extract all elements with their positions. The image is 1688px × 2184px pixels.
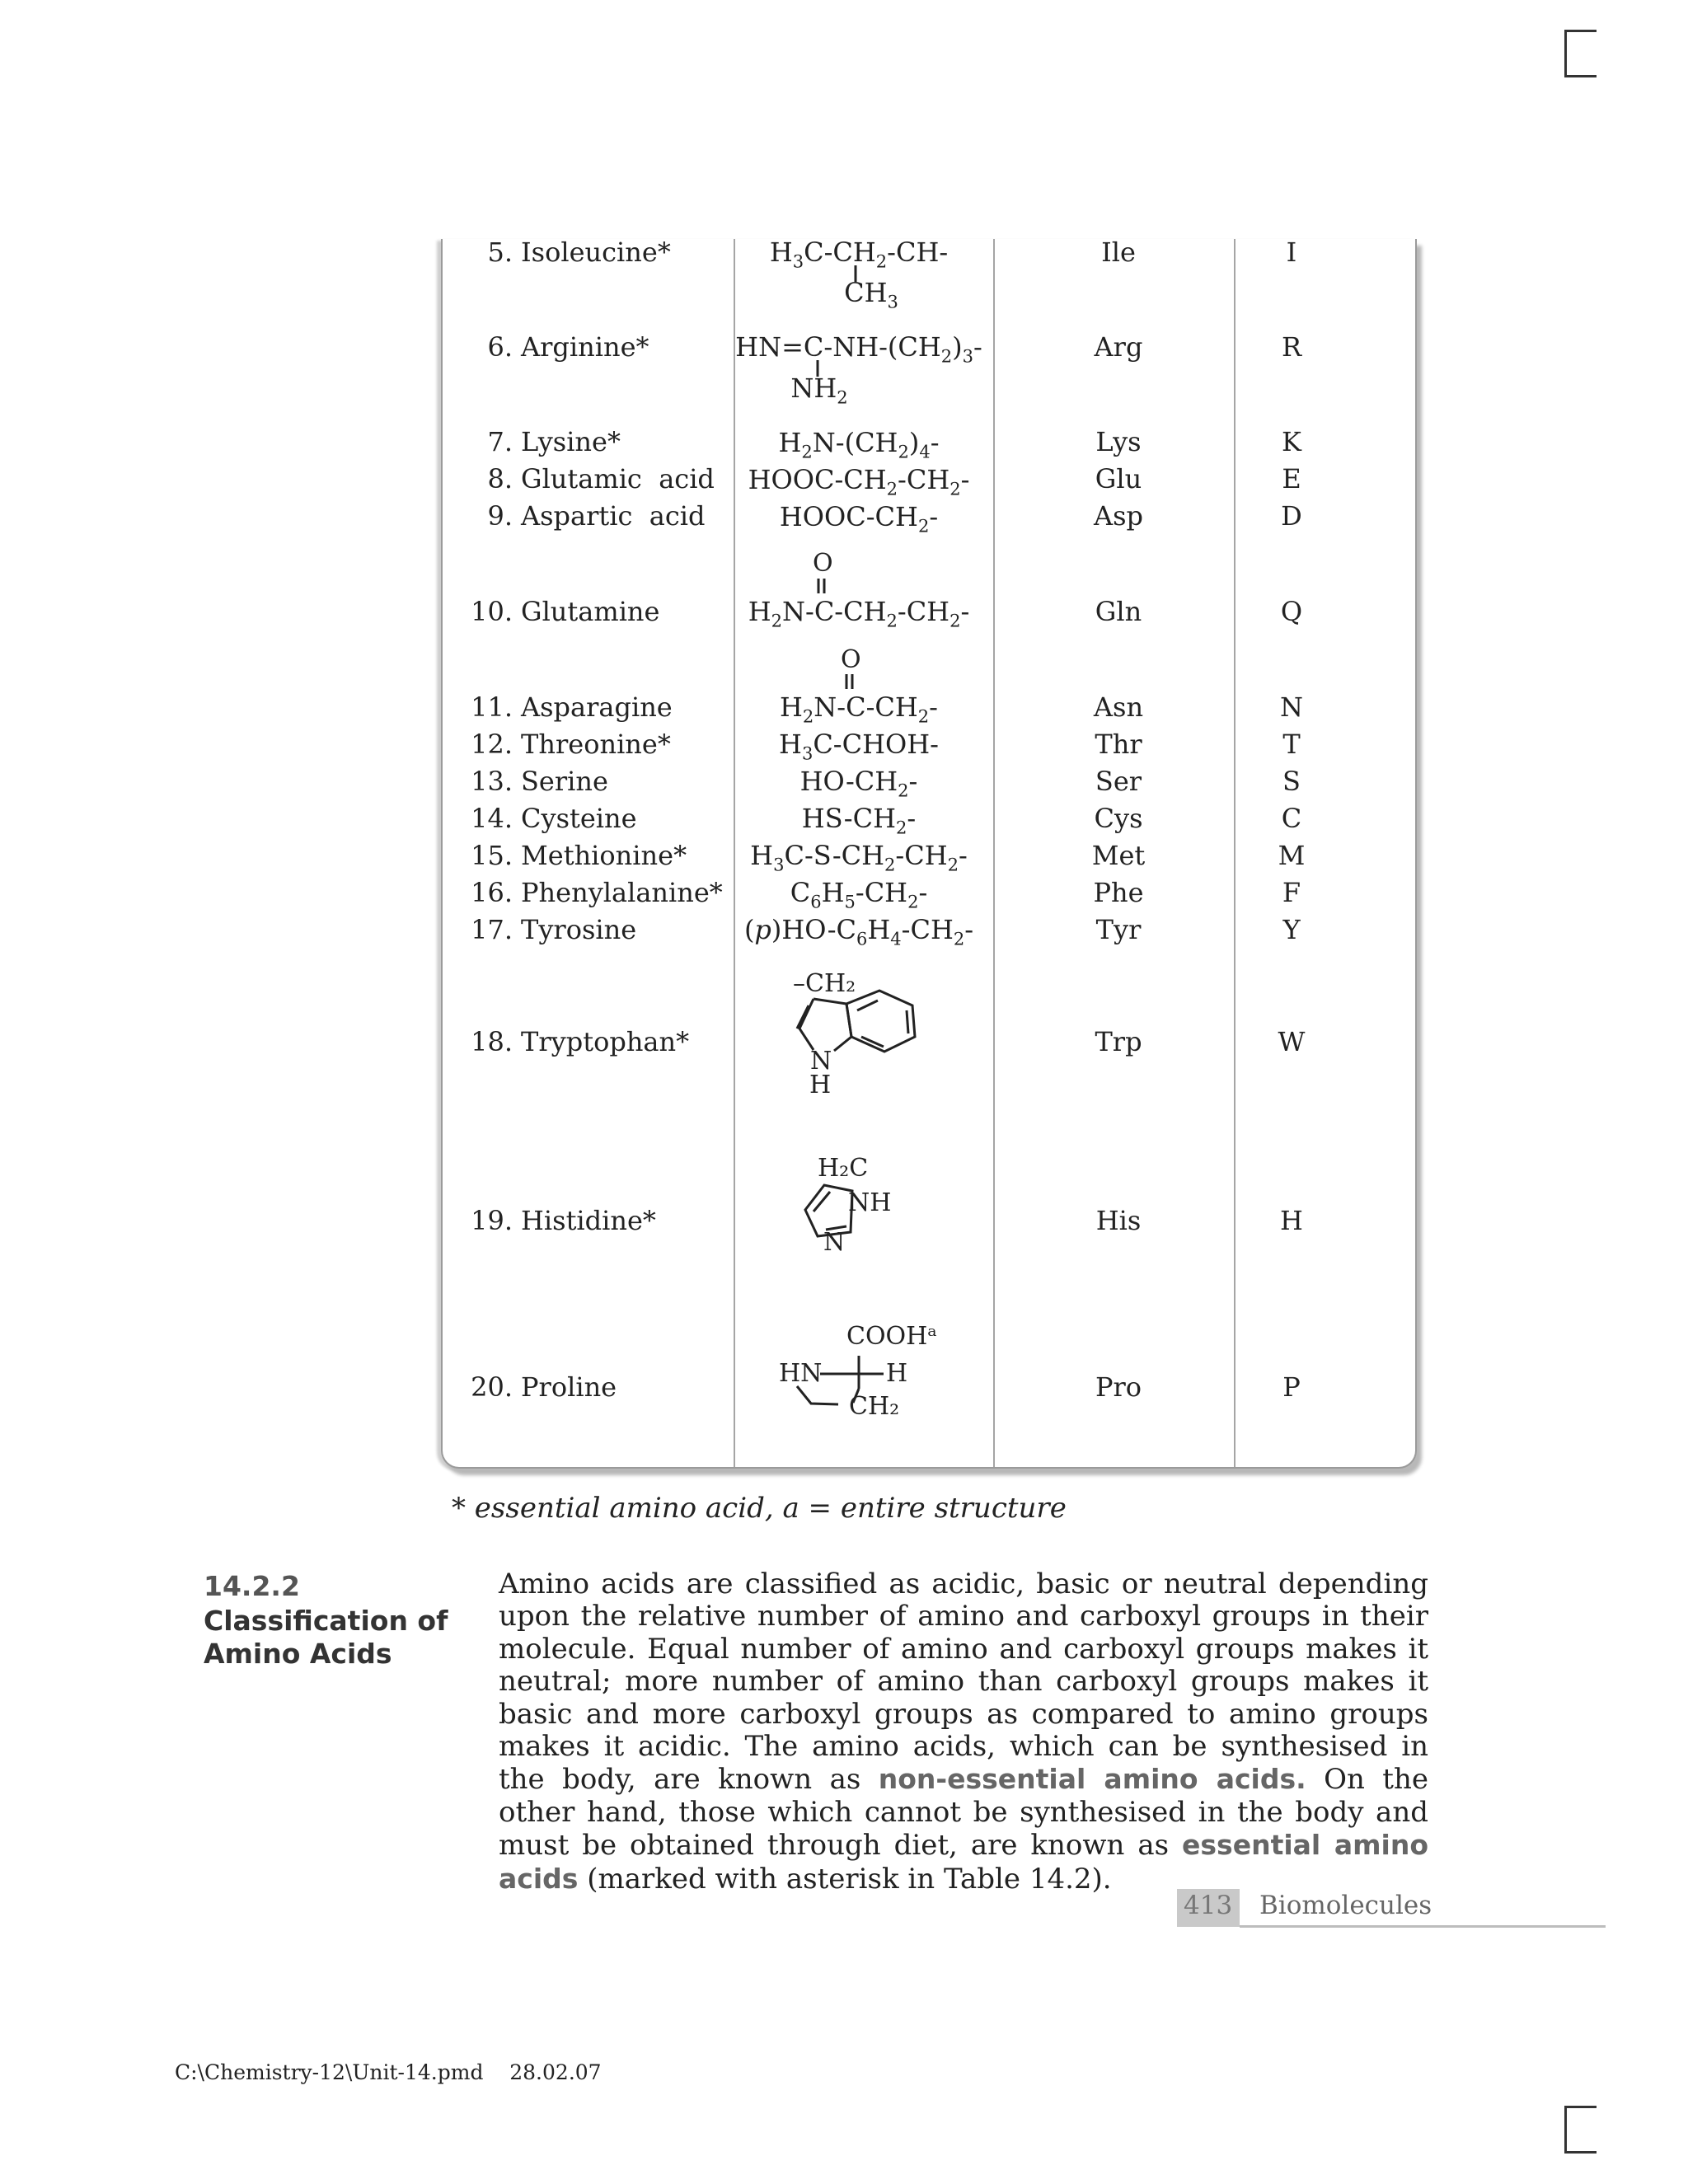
structure-threonine: $H_3C-CHOH-$ [779, 729, 939, 764]
row-number: 17. [471, 914, 513, 945]
three-letter-code: Met [1091, 840, 1146, 871]
row-number: 13. [471, 766, 513, 797]
table-row [443, 1367, 1415, 1407]
structure-proline-h: H [886, 1359, 908, 1388]
one-letter-code: C [1281, 803, 1302, 834]
row-number: 19. [471, 1205, 513, 1236]
section-number: 14.2.2 [204, 1570, 300, 1602]
amino-acid-name: Proline [521, 1371, 617, 1403]
row-number: 20. [471, 1371, 513, 1403]
row-number: 9. [487, 500, 513, 532]
three-letter-code: His [1095, 1205, 1142, 1236]
term-non-essential: non-essential amino acids. [878, 1763, 1306, 1796]
amino-acid-name: Methionine* [521, 840, 687, 871]
one-letter-code: S [1282, 766, 1301, 797]
row-number: 12. [471, 729, 513, 760]
amino-acid-name: Tryptophan* [521, 1026, 690, 1057]
one-letter-code: P [1282, 1371, 1301, 1403]
row-number: 15. [471, 840, 513, 871]
amino-acid-name: Histidine* [521, 1205, 656, 1236]
structure-histidine-nh: NH [848, 1188, 892, 1217]
amino-acid-table [441, 239, 1417, 1469]
table-footnote: * essential amino acid, a = entire structure [452, 1492, 1067, 1525]
three-letter-code: Cys [1094, 803, 1143, 834]
structure-glutamine-oxygen: O [813, 549, 833, 578]
file-path-label: C:\Chemistry-12\Unit-14.pmd 28.02.07 [175, 2060, 602, 2084]
three-letter-code: Arg [1094, 331, 1143, 363]
amino-acid-name: Serine [521, 766, 608, 797]
row-number: 16. [471, 877, 513, 908]
amino-acid-name: Arginine* [521, 331, 649, 363]
row-number: 5. [487, 237, 513, 268]
three-letter-code: Asp [1093, 500, 1143, 532]
table-row [443, 1022, 1415, 1062]
structure-asparagine-oxygen: O [841, 645, 861, 674]
three-letter-code: Phe [1093, 877, 1144, 908]
three-letter-code: Glu [1095, 463, 1142, 494]
amino-acid-name: Aspartic acid [521, 500, 706, 532]
structure-proline-hn: HN [779, 1359, 823, 1388]
row-number: 8. [487, 463, 513, 494]
row-number: 11. [471, 691, 513, 723]
body-paragraph [499, 1568, 1428, 1896]
page-number: 413 [1184, 1891, 1233, 1920]
three-letter-code: Gln [1095, 596, 1142, 627]
one-letter-code: Y [1282, 914, 1301, 945]
one-letter-code: F [1282, 877, 1301, 908]
structure-glutamic-acid: HOOC-$CH_2-CH_2-$ [748, 464, 970, 499]
structure-tryptophan-ch2: –CH₂ [793, 969, 856, 998]
paragraph-text: Amino acids are classified as acidic, basic or neutral depending upon the relative number of amino and carboxyl groups in their molecule. Equal number of amino and carboxyl groups makes it neutral; more number of amino than carboxyl groups makes it basic and more carboxyl groups as compared to amino groups makes it acidic. The amino acids, which can be synthesised in the body, are known as [499, 1568, 1428, 1797]
one-letter-code: E [1282, 463, 1301, 494]
one-letter-code: K [1282, 426, 1301, 457]
table-row [443, 1201, 1415, 1240]
structure-histidine-h2c: H₂C [818, 1154, 869, 1183]
structure-isoleucine-branch: $CH_3$ [844, 277, 898, 312]
structure-cysteine: $HS-CH_2-$ [801, 803, 917, 838]
structure-arginine-branch: $NH_2$ [790, 373, 848, 408]
three-letter-code: Trp [1095, 1026, 1142, 1057]
paragraph-text: On the other hand, those which cannot be synthesised in the body and must be obtained through diet, are known as [499, 1763, 1428, 1863]
structure-tryptophan-n: N [810, 1047, 832, 1076]
row-number: 14. [471, 803, 513, 834]
structure-isoleucine: $H_3C-CH_2-CH-$ [769, 237, 949, 272]
three-letter-code: Ser [1095, 766, 1142, 797]
structure-lysine: $H_2N-(CH_2)_4-$ [778, 427, 940, 462]
amino-acid-name: Glutamine [521, 596, 660, 627]
amino-acid-name: Tyrosine [521, 914, 637, 945]
amino-acid-name: Glutamic acid [521, 463, 715, 494]
term-essential: essential amino acids [499, 1829, 1429, 1895]
row-number: 10. [471, 596, 513, 627]
one-letter-code: M [1278, 840, 1306, 871]
footer-rule [1240, 1925, 1606, 1928]
structure-serine: $HO-CH_2-$ [799, 766, 918, 801]
structure-phenylalanine: $C_6H_5-CH_2-$ [790, 877, 928, 912]
three-letter-code: Ile [1101, 237, 1136, 268]
one-letter-code: W [1278, 1026, 1306, 1057]
structure-proline-cooh: COOHᵃ [846, 1322, 937, 1351]
page-footer [1177, 1889, 1606, 1925]
one-letter-code: R [1281, 331, 1302, 363]
row-number: 18. [471, 1026, 513, 1057]
three-letter-code: Asn [1093, 691, 1144, 723]
one-letter-code: T [1282, 729, 1301, 760]
row-number: 7. [487, 426, 513, 457]
structure-tyrosine: $(p)HO-C_6H_4-CH_2-$ [743, 914, 974, 949]
structure-proline-ch2: CH₂ [849, 1392, 900, 1421]
amino-acid-name: Isoleucine* [521, 237, 671, 268]
one-letter-code: N [1280, 691, 1303, 723]
amino-acid-name: Threonine* [521, 729, 671, 760]
structure-methionine: $H_3C-S-CH_2-CH_2-$ [750, 840, 968, 875]
amino-acid-name: Cysteine [521, 803, 637, 834]
amino-acid-name: Phenylalanine* [521, 877, 723, 908]
structure-histidine-n: N [823, 1228, 846, 1257]
one-letter-code: H [1280, 1205, 1303, 1236]
paragraph-text: (marked with asterisk in Table 14.2). [578, 1862, 1112, 1896]
structure-asparagine: $H_2N-C-CH_2-$ [780, 691, 938, 727]
amino-acid-name: Lysine* [521, 426, 621, 457]
three-letter-code: Thr [1095, 729, 1142, 760]
structure-glutamine: $H_2N-C-CH_2-CH_2-$ [748, 596, 970, 631]
row-number: 6. [487, 331, 513, 363]
structure-tryptophan-h: H [809, 1071, 832, 1099]
three-letter-code: Tyr [1095, 914, 1142, 945]
one-letter-code: I [1286, 237, 1297, 268]
crop-mark-top-right [1564, 30, 1597, 77]
structure-arginine: $HN=C-NH-(CH_2)_3-$ [735, 331, 982, 367]
three-letter-code: Pro [1095, 1371, 1142, 1403]
running-title: Biomolecules [1259, 1891, 1432, 1920]
structure-aspartic-acid: HOOC-$CH_2-$ [779, 501, 939, 537]
one-letter-code: Q [1280, 596, 1303, 627]
section-title: Classification of Amino Acids [204, 1605, 448, 1670]
three-letter-code: Lys [1095, 426, 1142, 457]
amino-acid-name: Asparagine [521, 691, 673, 723]
crop-mark-bottom-right [1564, 2106, 1597, 2154]
one-letter-code: D [1281, 500, 1302, 532]
